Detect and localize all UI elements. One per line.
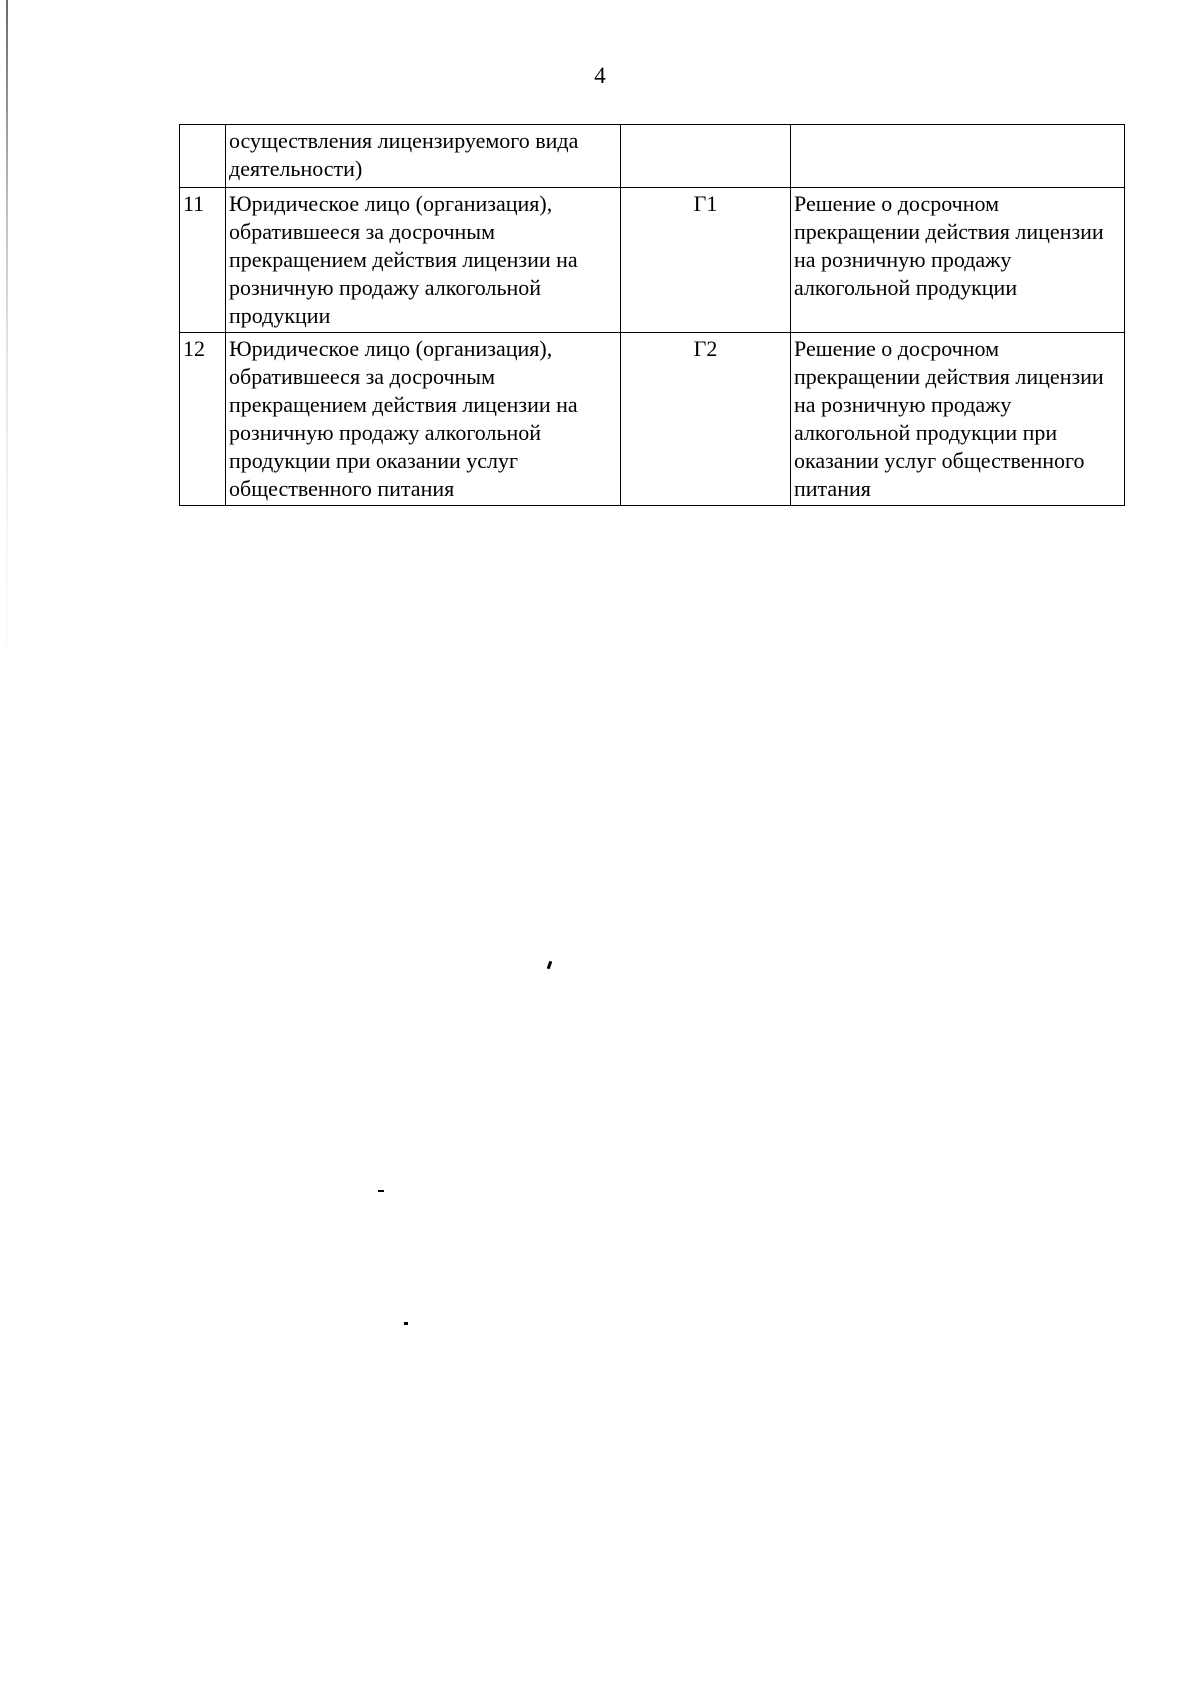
scan-speck: [547, 961, 553, 970]
row-number-cell: 12: [180, 333, 226, 506]
code-cell: Г1: [621, 188, 791, 333]
scan-speck: [404, 1322, 408, 1325]
table-row: [180, 125, 1125, 188]
table-row: [180, 188, 1125, 333]
subject-cell: осуществления лицензируемого вида деятельности): [226, 125, 621, 188]
scan-edge-line: [6, 0, 8, 680]
scan-speck: [378, 1190, 384, 1192]
row-number-cell: [180, 125, 226, 188]
document-cell: Решение о досрочном прекращении действия лицензии на розничную продажу алкогольной продукции при оказании услуг общественного питания: [791, 333, 1125, 506]
code-cell: Г2: [621, 333, 791, 506]
document-cell: [791, 125, 1125, 188]
page-number: 4: [594, 63, 606, 88]
document-cell: Решение о досрочном прекращении действия лицензии на розничную продажу алкогольной продукции: [791, 188, 1125, 333]
code-cell: [621, 125, 791, 188]
subject-cell: Юридическое лицо (организация), обратившееся за досрочным прекращением действия лицензии на розничную продажу алкогольной продукции: [226, 188, 621, 333]
table-row: [180, 333, 1125, 506]
document-table: [179, 124, 1125, 506]
row-number-cell: 11: [180, 188, 226, 333]
subject-cell: Юридическое лицо (организация), обратившееся за досрочным прекращением действия лицензии на розничную продажу алкогольной продукции при оказании услуг общественного питания: [226, 333, 621, 506]
